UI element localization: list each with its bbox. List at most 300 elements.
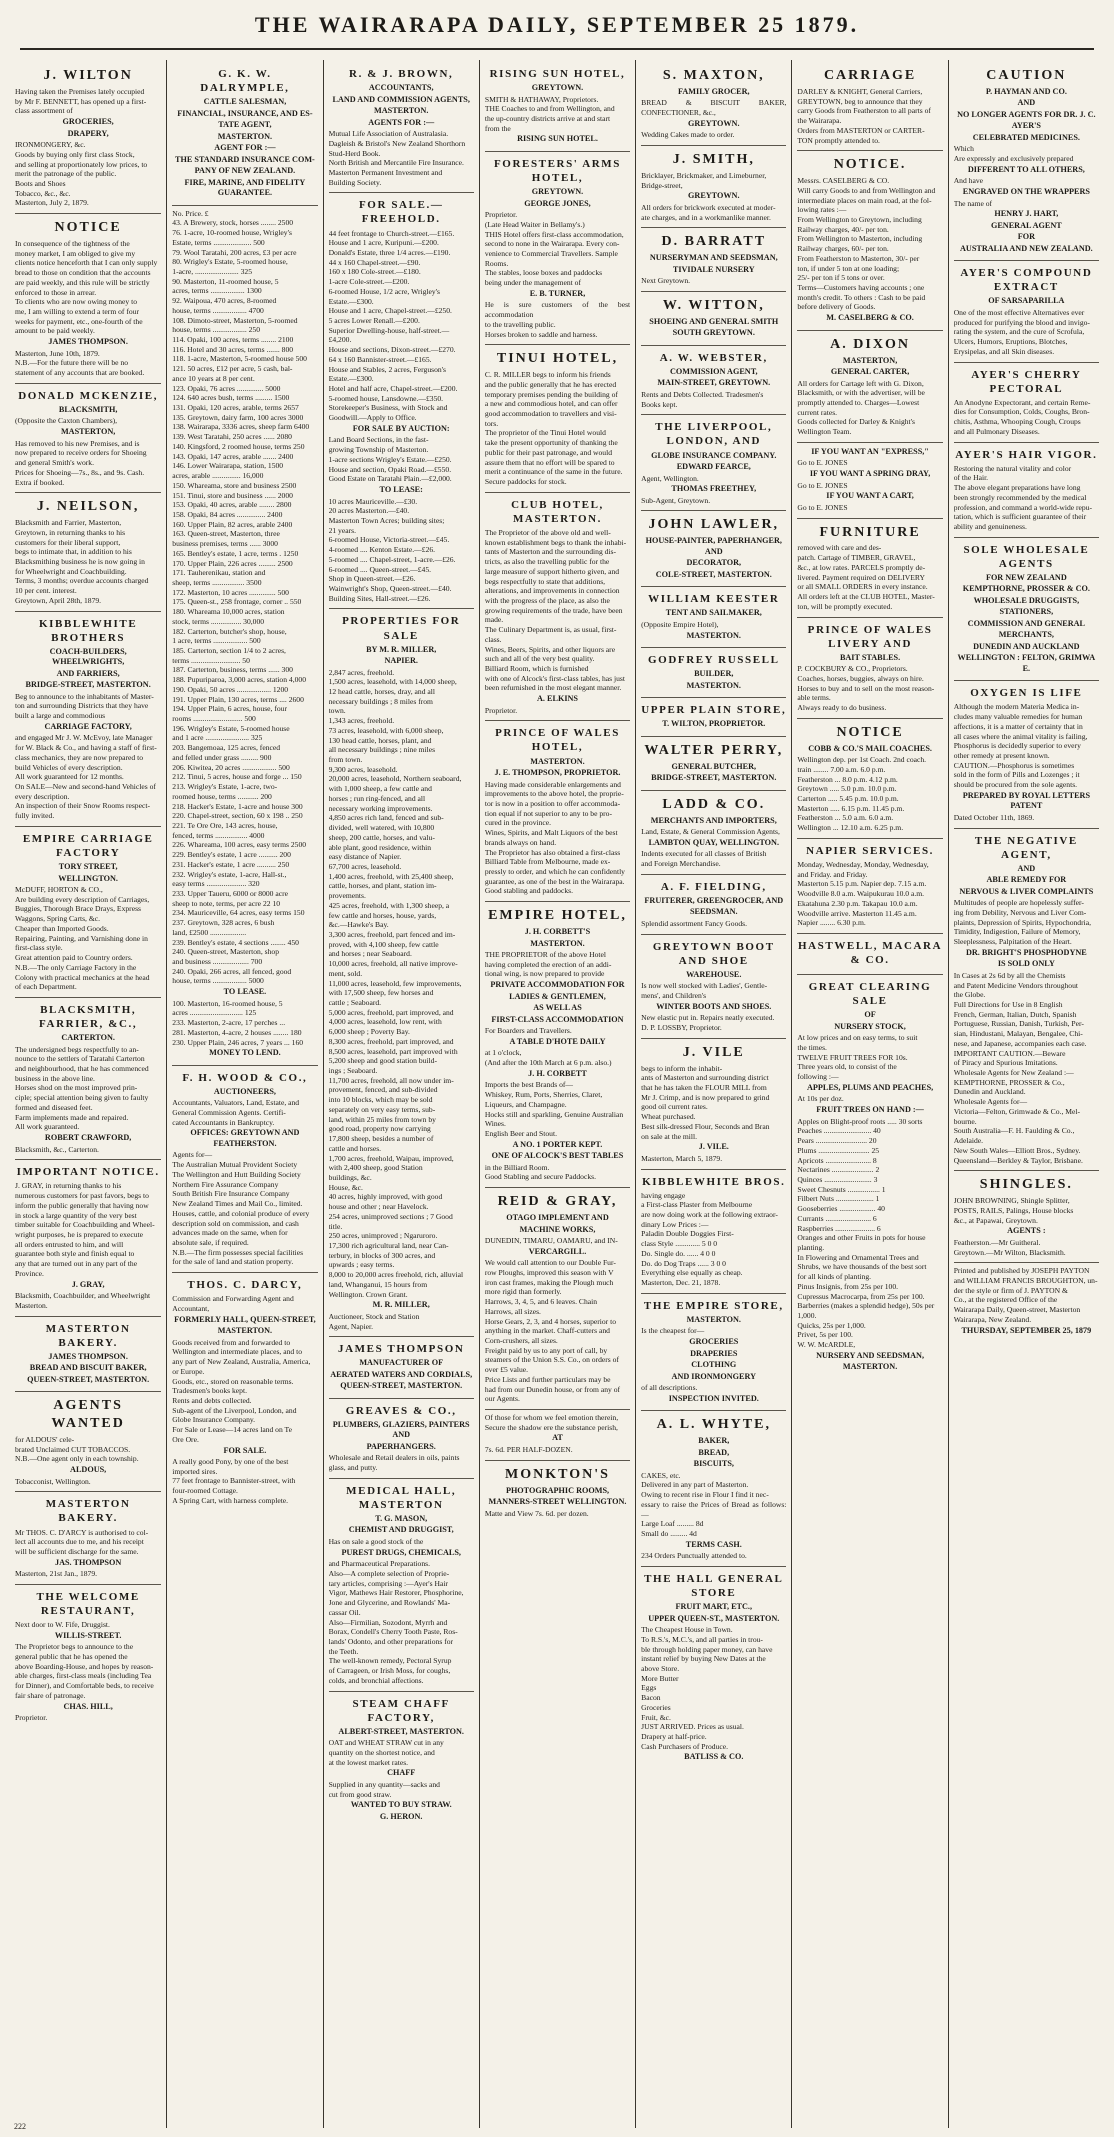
advertisement-line: the Teeth.: [328, 1646, 359, 1656]
advertisement-line: 4-roomed .... Kenton Estate.—£26.: [328, 545, 436, 555]
advertisement-line: public for their past patronage, and would: [484, 447, 613, 457]
advertisement-line: Masterton Permanent Investment and: [328, 167, 443, 177]
advertisement-line: second to none in the Wairarapa. Every con-: [484, 239, 620, 249]
advertisement-line: Full Directions for Use in 8 English: [953, 1000, 1063, 1009]
advertisement-line: Railway charges, 40/- per ton.: [797, 224, 889, 234]
advertisement-line: ton and surrounding Districts that they have: [15, 701, 149, 711]
advertisement-line: 5-roomed house, Lansdowne.—£350.: [328, 393, 444, 403]
advertisement-line: Has on sale a good stock of the: [328, 1536, 424, 1546]
advertisement-line: P. HAYMAN AND CO.: [985, 86, 1067, 96]
advertisement-line: DRAPERIES: [690, 1348, 738, 1358]
advertisement-line: MASTERTON.: [530, 756, 585, 766]
advertisement-line: 203. Bangemoaa, 125 acres, fenced: [172, 743, 281, 753]
advertisement-line: for all kinds of planting.: [797, 1272, 872, 1282]
advertisement-line: INSPECTION INVITED.: [668, 1393, 759, 1403]
advertisement-heading: J. SMITH,: [672, 152, 755, 168]
advertisement-line: N.B.—For the future there will be no: [15, 358, 129, 368]
advertisement-line: 124. 640 acres bush, terms ......... 1500: [172, 393, 290, 403]
advertisement-line: Masterton 5.15 p.m. Napier dep. 7.15 a.m.: [797, 879, 927, 889]
advertisement-line: timber suitable for Coachbuilding and Wheel-: [15, 1220, 155, 1230]
advertisement-line: 4,000 acres, leasehold, low rent, with: [328, 1017, 442, 1027]
advertisement-line: GREYTOWN.: [531, 83, 584, 93]
advertisement-line: first-class style.: [15, 943, 63, 953]
advertisement-line: current rates.: [797, 407, 838, 417]
advertisement-line: 237. Greytown, 328 acres, 6 bush: [172, 918, 275, 928]
advertisement-line: land, within 25 miles from town by: [328, 1114, 436, 1124]
advertisement-line: DUNEDIN, TIMARU, OAMARU, and IN-: [484, 1236, 618, 1246]
advertisement-line: Mr THOS. C. D'ARCY is authorised to col-: [15, 1527, 149, 1537]
advertisement-line: 158. Opaki, 84 acres ............... 2400: [172, 509, 283, 519]
advertisement-line: good oil current rates.: [641, 1102, 708, 1112]
advertisement-line: for Dinner), and Comfortable beds, to receive: [15, 1681, 154, 1691]
advertisement-line: Also—Firmilian, Sozodont, Myrrh and: [328, 1617, 448, 1627]
advertisement-line: 44 x 160 Chapel-street.—£90.: [328, 257, 421, 267]
advertisement-line: begs respectfully to state that additions,: [484, 576, 606, 586]
advertisement-heading: NAPIER SERVICES.: [806, 844, 935, 857]
advertisement-line: Dated October 11th, 1869.: [953, 812, 1035, 822]
advertisement-line: Masterton ..... 6.15 p.m. 11.45 p.m.: [797, 803, 905, 813]
advertisement-line: Prices for Shoeing—7s., 8s., and 9s. Cash.: [15, 467, 145, 477]
advertisement-line: 188. Pupuriparoa, 3,000 acres, station 4,000: [172, 675, 306, 685]
advertisement-line: MANUFACTURER OF: [359, 1358, 444, 1368]
advertisement: [797, 331, 942, 443]
advertisement: [641, 146, 786, 228]
advertisement-line: having engage: [641, 1190, 686, 1200]
advertisement-line: MASTERTON.: [217, 1326, 273, 1336]
advertisement-line: nounce to the settlers of Taratahi Carterton: [15, 1054, 145, 1064]
advertisement-line: absolute sale, if required.: [172, 1237, 249, 1247]
advertisement-line: Cheaper than Imported Goods.: [15, 923, 109, 933]
advertisement-line: FRUITERER, GREENGROCER, AND: [644, 895, 784, 905]
advertisement-line: Filbert Nuts .................... 1: [797, 1194, 880, 1204]
advertisement-line: roomed house, terms ........... 200: [172, 791, 272, 801]
advertisement-line: All work guaranteed.: [15, 1122, 80, 1132]
advertisement-line: WINTER BOOTS AND SHOES.: [656, 1001, 772, 1011]
advertisement-line: GREYTOWN.: [688, 118, 740, 128]
advertisement-line: BRIDGE-STREET, MASTERTON.: [651, 773, 777, 783]
advertisement-line: Ulcers, Humors, Eruptions, Blotches,: [953, 337, 1068, 347]
advertisement-line: 20,000 acres, leasehold, Northern seaboard,: [328, 774, 462, 784]
advertisement-heading: CAUTION: [986, 68, 1067, 83]
advertisement-line: 43. A Brewery, stock, horses ........ 2500: [172, 218, 294, 228]
advertisement-line: £4,200.: [328, 335, 352, 345]
advertisement-line: 250 acres, unimproved ; Ngaruroro.: [328, 1231, 438, 1241]
advertisement-line: 254 acres, unimproved sections ; 7 Good: [328, 1211, 453, 1221]
advertisement-line: BAIT STABLES.: [839, 652, 901, 662]
advertisement-line: of Piracy and Spurious Imitations.: [953, 1058, 1058, 1068]
advertisement-line: 232. Wrigley's estate, 1-acre, Hall-st.,: [172, 869, 287, 879]
advertisement-line: LAND AND COMMISSION AGENTS,: [332, 94, 470, 104]
advertisement-line: The above elegant preparations have long: [953, 483, 1081, 493]
advertisement: [329, 1479, 474, 1692]
advertisement-line: Portuguese, Russian, Danish, Turkish, Per-: [953, 1019, 1084, 1029]
advertisement-line: advances made on the same, when for: [172, 1228, 288, 1238]
advertisement-line: in stock a large quantity of the very best: [15, 1210, 137, 1220]
advertisement-line: 151. Tinui, store and business ...... 2000: [172, 490, 293, 500]
advertisement: [15, 998, 161, 1160]
advertisement-line: BREAD,: [698, 1447, 730, 1457]
advertisement-heading: PRINCE OF WALES LIVERY AND: [807, 623, 933, 650]
advertisement-line: Masterton Town Acres; building sites;: [328, 515, 445, 525]
advertisement-line: FRUIT MART, ETC.,: [675, 1602, 753, 1612]
advertisement-line: J. VILE.: [698, 1142, 729, 1152]
advertisement-line: He is sure customers of the best accommodation: [484, 300, 631, 320]
advertisement-line: Wairarapa, New Zealand.: [953, 1314, 1032, 1324]
advertisement-line: N.B.—The firm possesses special facilities: [172, 1247, 304, 1257]
advertisement-heading: WILLIAM KEESTER: [648, 593, 780, 606]
advertisement-heading: THE HALL GENERAL STORE: [644, 1572, 784, 1600]
advertisement-line: 4,850 acres rich land, fenced and sub-: [328, 813, 444, 823]
advertisement: [485, 493, 630, 722]
advertisement-line: brated Unclaimed CUT TOBACCOS.: [15, 1444, 131, 1454]
advertisement-line: and general Smith's work.: [15, 458, 94, 468]
advertisement-line: Sleeplessness, Palpitation of the Heart.: [953, 937, 1072, 947]
advertisement-line: 10 per cent. interest.: [15, 586, 77, 596]
advertisement-line: TWELVE FRUIT TREES FOR 10s.: [797, 1052, 908, 1062]
advertisement-line: TON promptly attended to.: [797, 135, 880, 145]
advertisement-line: and Friday. and Friday.: [797, 869, 868, 879]
advertisement: [954, 261, 1099, 362]
advertisement-line: The proprietor of the Tinui Hotel would: [484, 428, 606, 438]
advertisement-line: 1,400 acres, freehold, with 25,400 sheep,: [328, 871, 454, 881]
column-6: [791, 60, 947, 2128]
advertisement-line: Railway charges, 60/- per ton.: [797, 244, 889, 254]
advertisement-line: Blacksmith and Farrier, Masterton,: [15, 518, 122, 528]
advertisement-line: BRIDGE-STREET, MASTERTON.: [25, 680, 151, 690]
advertisement-line: 8,300 acres, freehold, part improved, and: [328, 1036, 454, 1046]
advertisement-line: Cash Purchasers of Produce.: [641, 1741, 729, 1751]
advertisement-line: WELLINGTON.: [58, 873, 118, 883]
advertisement-line: tion equal if not superior to any to be pro-: [484, 808, 613, 818]
advertisement-line: and neighbourhood, that he has commenced: [15, 1064, 149, 1074]
advertisement-line: build Vehicles of every description.: [15, 762, 123, 772]
advertisement-line: iron cast frames, making the Plough much: [484, 1277, 614, 1287]
advertisement-line: Tobacco, &c., &c.: [15, 188, 71, 198]
advertisement-line: over £5 value.: [484, 1365, 529, 1375]
advertisement-line: 230. Upper Plain, 246 acres, 7 years ... 160: [172, 1037, 304, 1047]
advertisement-line: To clients who are now owing money to: [15, 297, 138, 307]
advertisement-line: 187. Carterton, business, terms ...... 300: [172, 665, 293, 675]
advertisement-line: CHAFF: [387, 1768, 416, 1778]
advertisement-line: cattle ; Seaboard.: [328, 998, 382, 1008]
advertisement-line: brands always on hand.: [484, 837, 557, 847]
advertisement-line: ate charges, and in a workmanlike manner.: [641, 212, 771, 222]
advertisement-heading: CARRIAGE: [823, 68, 917, 83]
advertisement-line: P. COCKBURY & CO., Proprietors.: [797, 664, 908, 674]
advertisement-line: All work guaranteed for 12 months.: [15, 772, 124, 782]
advertisement-heading: A. L. WHYTE,: [656, 1417, 771, 1433]
advertisement-line: 5,000 acres, freehold, part improved, and: [328, 1007, 454, 1017]
advertisement-line: OTAGO IMPLEMENT AND: [506, 1213, 609, 1223]
advertisement-line: ability and genuineness.: [953, 521, 1027, 531]
advertisement-line: weeks for payment, etc., one-fourth of the: [15, 316, 143, 326]
advertisement-line: 234 Orders Punctually attended to.: [641, 1551, 747, 1561]
advertisement-line: Splendid assortment Fancy Goods.: [641, 918, 748, 928]
advertisement-line: 25/- per ton if 5 tons or over.: [797, 273, 885, 283]
advertisement-line: Dagleish & Bristol's New Zealand Shorthorn: [328, 138, 466, 148]
advertisement-line: MACHINE WORKS,: [519, 1224, 596, 1234]
advertisement-line: GENERAL AGENT: [990, 220, 1062, 230]
advertisement-line: are paid weekly, and this rule will be strictly: [15, 277, 150, 287]
advertisement-line: BAKER,: [698, 1436, 730, 1446]
advertisement-line: Repairing, Painting, and Varnishing done in: [15, 933, 148, 943]
advertisement: [641, 648, 786, 698]
advertisement-line: The Proprietor of the above old and well-: [484, 527, 611, 537]
advertisement-heading: PRINCE OF WALES HOTEL,: [495, 727, 620, 754]
advertisement-line: CLOTHING: [691, 1360, 737, 1370]
advertisement-heading: GODFREY RUSSELL: [648, 654, 780, 667]
advertisement: [641, 1170, 786, 1294]
advertisement-line: 10 acres Mauriceville.—£30.: [328, 496, 418, 506]
advertisement-line: 12 head cattle, horses, dray, and all: [328, 687, 435, 697]
advertisement-line: Raspberries ..................... 6: [797, 1223, 881, 1233]
advertisement-line: IS SOLD ONLY: [997, 959, 1055, 969]
advertisement-line: The Wellington and Hutt Building Society: [172, 1169, 301, 1179]
advertisement-line: livered. Payment required on DELIVERY: [797, 572, 926, 582]
advertisement-line: Sweet Chesnuts ................. 1: [797, 1184, 886, 1194]
advertisement-line: instant relief by buying New Dates at the: [641, 1654, 766, 1664]
advertisement-line: all necessary buildings ; nine miles: [328, 745, 436, 755]
advertisement-line: Great attention paid to Country orders.: [15, 953, 133, 963]
advertisement-line: BLACKSMITH,: [58, 404, 118, 414]
advertisement: [797, 934, 942, 975]
advertisement-line: and 1 acre ....................... 325: [172, 733, 263, 743]
advertisement-line: 171. Tauherenikau, station and: [172, 568, 266, 578]
advertisement-line: 121. 50 acres, £12 per acre, 5 cash, bal-: [172, 364, 293, 374]
advertisement-line: Estate.—£300.: [328, 296, 374, 306]
advertisement-line: FOR: [1017, 232, 1035, 242]
advertisement-heading: SOLE WHOLESALE AGENTS: [963, 543, 1090, 570]
advertisement-heading: A. DIXON: [830, 336, 910, 352]
advertisement-line: MASTERTON.: [686, 630, 741, 640]
advertisement-line: fully invited.: [15, 811, 55, 821]
advertisement-line: 191. Upper Plain, 130 acres, terms .... 2600: [172, 694, 304, 704]
advertisement-line: ciple; special attention being given to faulty: [15, 1093, 149, 1103]
advertisement-line: The Cheapest House in Town.: [641, 1625, 733, 1635]
advertisement-line: easy distance of Napier.: [328, 852, 402, 862]
advertisement-line: Proprietor.: [484, 705, 518, 715]
advertisement-line: All orders left at the CLUB HOTEL, Master-: [797, 592, 935, 602]
advertisement-line: 182. Carterton, butcher's shop, house,: [172, 626, 287, 636]
advertisement: [641, 511, 786, 587]
advertisement-line: MAIN-STREET, GREYTOWN.: [657, 378, 771, 388]
advertisement-heading: J. NEILSON,: [36, 499, 140, 515]
advertisement-line: Masterton, July 2, 1879.: [15, 198, 89, 208]
advertisement-line: Everything else equally as cheap.: [641, 1268, 743, 1278]
advertisement-line: 10,000 acres, freehold, all native improve-: [328, 959, 458, 969]
advertisement-line: Waggons, Spring Carts, &c.: [15, 914, 101, 924]
advertisement: [641, 1039, 786, 1170]
advertisement-line: Masterton, June 10th, 1879.: [15, 348, 100, 358]
advertisement-line: 123. Opaki, 76 acres .............. 5000: [172, 383, 281, 393]
advertisement-line: 1-acre sections Wrigley's Estate.—£250.: [328, 454, 452, 464]
advertisement-line: growing requirements of the trade, have been: [484, 605, 623, 615]
advertisement-line: CHAS. HILL,: [63, 1701, 113, 1711]
advertisement-line: Shrubs, we have thousands of the best sort: [797, 1262, 927, 1272]
advertisement-line: Apples on Blight-proof roots ..... 30 sorts: [797, 1116, 923, 1126]
advertisement-line: steamers of the Union S.S. Co., on orders of: [484, 1355, 619, 1365]
advertisement-line: THE Coaches to and from Wellington, and: [484, 104, 615, 114]
advertisement-line: bourne.: [953, 1116, 977, 1126]
advertisement-line: 1,500 acres, leasehold, with 14,000 sheep,: [328, 677, 457, 687]
advertisement-heading: WALTER PERRY,: [644, 742, 784, 758]
advertisement-line: from town.: [328, 755, 363, 765]
advertisement: [641, 228, 786, 292]
advertisement-line: cured in the province.: [484, 818, 552, 828]
advertisement-heading: AYER'S CHERRY PECTORAL: [971, 368, 1082, 395]
advertisement-line: Agent, Wellington.: [641, 473, 699, 483]
advertisement-line: 163. Queen-street, Masterton, three: [172, 529, 280, 539]
advertisement-line: &c., at low rates. PARCELS promptly de-: [797, 562, 926, 572]
advertisement-line: Quinces ......................... 3: [797, 1174, 878, 1184]
advertisement-line: An inspection of their Snow Rooms respect-: [15, 801, 150, 811]
advertisement-line: carry Goods from Featherston to all parts of: [797, 106, 931, 116]
advertisement-line: FORMERLY HALL, QUEEN-STREET,: [174, 1314, 316, 1324]
advertisement-line: Ore Ore.: [172, 1434, 199, 1444]
advertisement-line: Commission and Forwarding Agent and: [172, 1294, 294, 1304]
advertisement-line: BY M. R. MILLER,: [366, 644, 437, 654]
advertisement-line: Carterton ..... 5.45 p.m. 10.0 p.m.: [797, 794, 899, 804]
advertisement-heading: MONKTON'S: [505, 1466, 610, 1482]
advertisement-line: 118. 1-acre, Masterton, 5-roomed house 500: [172, 354, 307, 364]
advertisement-heading: DONALD MCKENZIE,: [18, 389, 159, 402]
advertisement-line: Proprietor.: [15, 1713, 48, 1723]
advertisement-heading: MASTERTON BAKERY.: [45, 1322, 131, 1349]
column-3: [323, 60, 479, 2128]
advertisement-line: 1,000.: [797, 1311, 817, 1321]
advertisement-line: Supplied in any quantity—sacks and: [328, 1779, 440, 1789]
advertisement-line: Delivered in any part of Masterton.: [641, 1480, 749, 1490]
advertisement-line: Featherston.—Mr Guitheral.: [953, 1237, 1041, 1247]
advertisement: [15, 493, 161, 611]
advertisement-line: MASTERTON.: [530, 938, 585, 948]
advertisement-line: GENERAL BUTCHER,: [671, 761, 757, 771]
advertisement-line: Secure the shadow ere the substance perish,: [484, 1422, 618, 1432]
advertisement-heading: W. WITTON,: [662, 297, 765, 313]
advertisement-line: NURSERYMAN AND SEEDSMAN,: [649, 253, 778, 263]
advertisement-heading: NOTICE: [836, 724, 904, 740]
advertisement-line: Groceries: [641, 1702, 671, 1712]
advertisement-line: To R.S.'s, M.C.'s, and all parties in trou-: [641, 1634, 763, 1644]
advertisement-line: MASTERTON.: [686, 680, 741, 690]
advertisement-line: 138. Wairarapa, 3336 acres, sheep farm 6400: [172, 422, 310, 432]
advertisement-line: more rigid than formerly.: [484, 1287, 562, 1297]
advertisement-line: Phosphorus is decidedly superior to every: [953, 741, 1081, 751]
advertisement-line: house, terms .................. 250: [172, 325, 261, 335]
advertisement-line: FIRE, MARINE, AND FIDELITY GUARANTEE.: [184, 177, 306, 198]
advertisement-line: tional wing, is now prepared to provide: [484, 969, 605, 979]
advertisement-line: Secure paddocks for stock.: [484, 477, 567, 487]
advertisement-line: Wholesale and Retail dealers in oils, paints: [328, 1453, 460, 1463]
advertisement-line: intermediate places on main road, at the fol-: [797, 195, 932, 205]
advertisement-line: business premises, terms ...... 3000: [172, 539, 278, 549]
advertisement-line: Are building every description of Carriages,: [15, 894, 150, 904]
advertisement-line: ALBERT-STREET, MASTERTON.: [338, 1726, 464, 1736]
advertisement-line: stock, terms ................ 30,000: [172, 616, 265, 626]
advertisement-heading: FOR SALE.—FREEHOLD.: [358, 199, 444, 226]
advertisement-line: and engaged Mr J. W. McEvoy, late Manager: [15, 733, 153, 743]
advertisement-line: WANTED TO BUY STRAW.: [350, 1800, 452, 1810]
advertisement-line: clients notice henceforth that I can only supply: [15, 258, 158, 268]
advertisement-line: Good Estate on Taratahi Plain.—£2,000.: [328, 474, 452, 484]
advertisement-heading: BLACKSMITH, FARRIER, &C.,: [39, 1003, 138, 1031]
advertisement: [15, 1317, 161, 1393]
advertisement-heading: EMPIRE HOTEL,: [488, 908, 627, 924]
advertisement: [329, 62, 474, 193]
advertisement-line: before delivery of Goods.: [797, 302, 876, 312]
advertisement: [641, 346, 786, 416]
advertisement-heading: GREAVES & CO.,: [345, 1404, 457, 1417]
advertisement: [954, 363, 1099, 443]
advertisement-line: FRUIT TREES ON HAND :—: [816, 1105, 924, 1115]
advertisement-line: terbury, in blocks of 300 acres, and: [328, 1250, 436, 1260]
advertisement-line: buildings, &c.: [328, 1172, 372, 1182]
advertisement-line: Proprietor.: [484, 210, 518, 220]
advertisement-line: 11,700 acres, freehold, all now under im-: [328, 1075, 454, 1085]
advertisement-line: Dunedin and Auckland.: [953, 1087, 1026, 1097]
advertisement-line: or all SMALL ORDERS in every instance.: [797, 582, 928, 592]
advertisement-heading: AYER'S HAIR VIGOR.: [955, 448, 1098, 461]
advertisement-line: and felled under grass ......... 900: [172, 752, 272, 762]
advertisement-heading: JAMES THOMPSON: [338, 1343, 465, 1356]
advertisement: [15, 214, 161, 384]
advertisement-line: Extra if booked.: [15, 477, 65, 487]
advertisement-line: ROBERT CRAWFORD,: [44, 1133, 132, 1143]
advertisement-line: Blacksmith, &c., Carterton.: [15, 1144, 99, 1154]
advertisement-line: DRAPERY,: [67, 128, 109, 138]
advertisement-line: 5,200 sheep and good station build-: [328, 1056, 437, 1066]
advertisement-heading: GREYTOWN BOOT AND SHOE: [652, 940, 775, 967]
advertisement-line: Price Lists and further particulars may be: [484, 1374, 611, 1384]
advertisement-line: C. R. MILLER begs to inform his friends: [484, 370, 611, 380]
advertisement-line: tary articles, comprising :—Ayer's Hair: [328, 1578, 448, 1588]
advertisement-line: train ........ 7.00 a.m. 6.0 p.m.: [797, 764, 886, 774]
advertisement-line: DR. BRIGHT'S PHOSPHODYNE: [965, 947, 1087, 957]
advertisement-line: Masterton.: [15, 1300, 48, 1310]
column-7: [948, 60, 1104, 2128]
advertisement-line: M. R. MILLER,: [372, 1300, 430, 1310]
advertisement-line: Go to E. JONES: [797, 458, 848, 468]
advertisement-line: profession, and command a world-wide repu-: [953, 502, 1093, 512]
advertisement-line: nese, and Japanese, accompanies each case.: [953, 1038, 1087, 1048]
advertisement: [15, 62, 161, 214]
advertisement-line: with 1,000 sheep, a few cattle and: [328, 784, 432, 794]
advertisement-line: Horses shod on the most improved prin-: [15, 1083, 138, 1093]
advertisement-line: Indents executed for all classes of British: [641, 849, 767, 859]
advertisement-line: Goods received from and forwarded to: [172, 1337, 291, 1347]
advertisement-line: for ALDOUS' cele-: [15, 1434, 75, 1444]
advertisement-line: Agents for—: [172, 1150, 213, 1160]
advertisement-line: THURSDAY, SEPTEMBER 25, 1879: [961, 1325, 1092, 1335]
advertisement-line: KEMPTHORNE, PROSSER & Co.,: [953, 1077, 1065, 1087]
advertisement-line: Colony with practical mechanics at the head: [15, 972, 150, 982]
advertisement-line: Bacon: [641, 1693, 661, 1703]
advertisement-line: 8,500 acres, leasehold, part improved with: [328, 1046, 458, 1056]
advertisement-line: 150. Whareama, store and business 2500: [172, 480, 297, 490]
advertisement-line: MERCHANTS,: [998, 630, 1054, 640]
advertisement-line: We would call attention to our Double Fur-: [484, 1258, 616, 1268]
advertisement-heading: MEDICAL HALL, MASTERTON: [346, 1484, 457, 1511]
advertisement-line: Masterton, Dec. 21, 1878.: [641, 1278, 721, 1288]
advertisement-line: M. CASELBERG & CO.: [826, 313, 914, 323]
advertisement-heading: PROPERTIES FOR SALE: [342, 615, 461, 642]
advertisement-line: house and other ; near Havelock.: [328, 1202, 429, 1212]
masthead-rule: [20, 48, 1094, 50]
advertisement-line: AGENT FOR :—: [214, 143, 276, 153]
advertisement-heading: G. K. W. DALRYMPLE,: [200, 68, 290, 95]
advertisement-line: essary to raise the Prices of Bread as follows:—: [641, 1499, 787, 1519]
advertisement-line: The stables, loose boxes and paddocks: [484, 268, 603, 278]
